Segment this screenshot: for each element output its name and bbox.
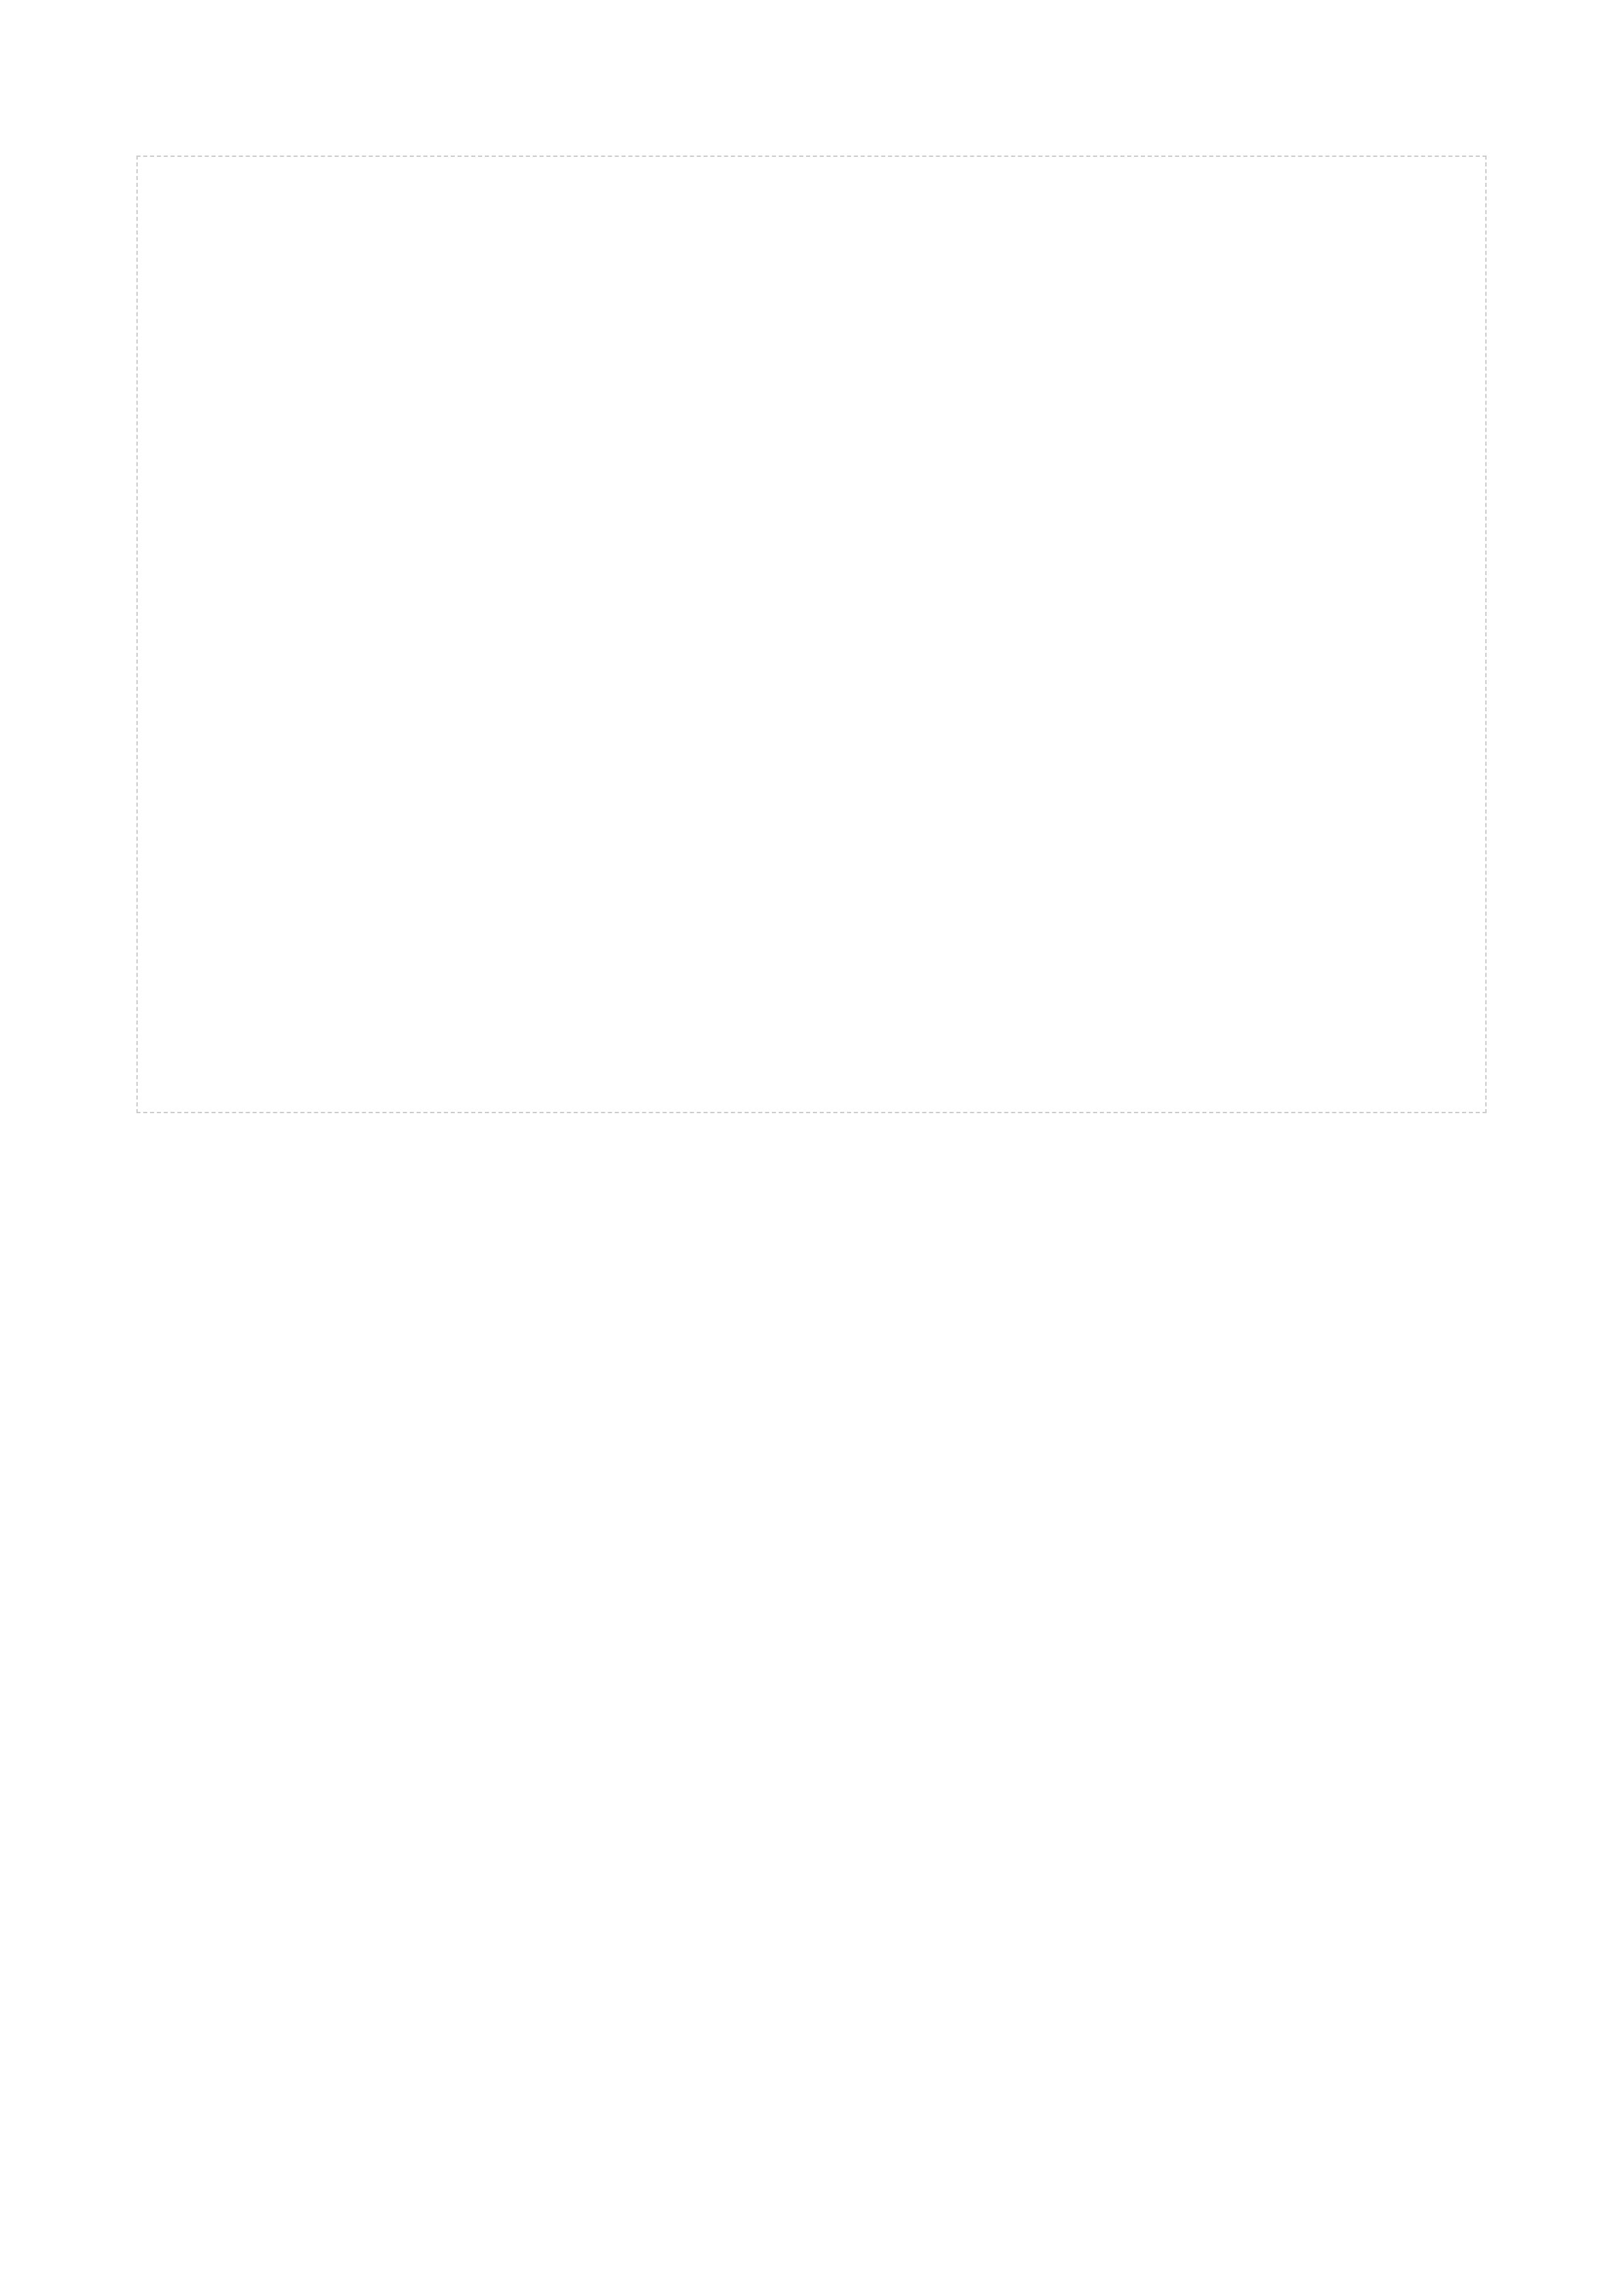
document-body [0,82,1623,115]
figure-placeholder [136,156,1487,1113]
page-header [0,0,1623,82]
